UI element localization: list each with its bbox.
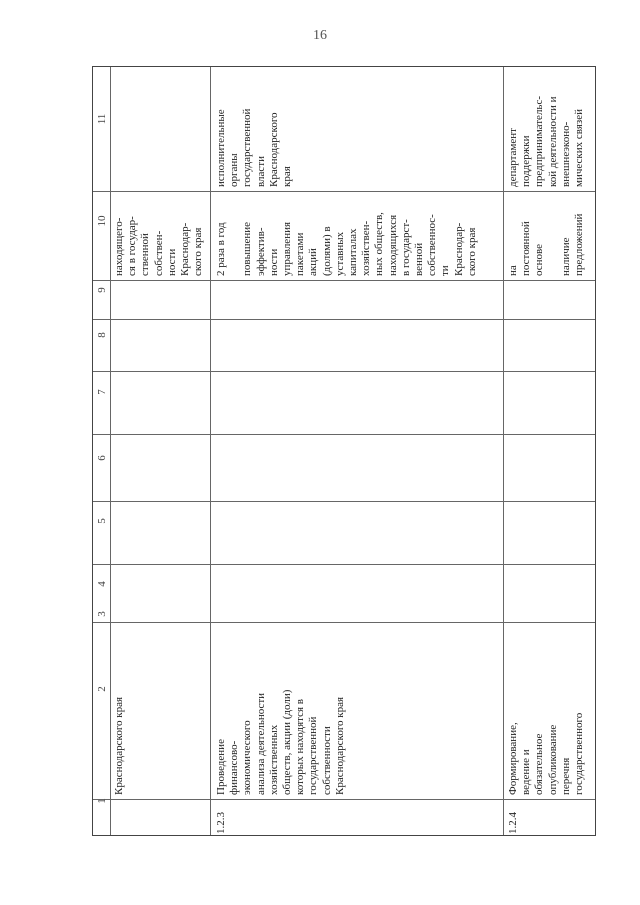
column-header: 3 (96, 611, 108, 617)
column-header: 11 (96, 113, 108, 125)
column-header: 6 (96, 455, 108, 461)
grid-line (93, 434, 595, 435)
row-col10: 2 раза в год повышение эффектив- ности управления пакетами акций (долями) в уставных капиталах хозяйствен- ных обществ, находящихся в государст- венной собственнос- ти Краснодар- ского края (215, 212, 478, 276)
row-col2: Формирование, ведение и обязательное опубликование перечня государственного (507, 712, 586, 795)
column-header: 10 (96, 215, 108, 227)
column-header: 1 (96, 798, 108, 804)
grid-line (93, 501, 595, 502)
column-header: 2 (96, 686, 108, 692)
grid-line (93, 564, 595, 565)
column-header: 4 (96, 581, 108, 587)
grid-line (93, 319, 595, 320)
row-col10: на постоянной основе наличие предложений (507, 213, 586, 276)
row-col11: исполнительные органы государственной власти Краснодарского края (215, 108, 294, 187)
row-number: 1.2.3 (215, 812, 227, 834)
row-number: 1.2.4 (507, 812, 519, 834)
row-col2: Краснодарского края (113, 696, 125, 795)
grid-line (503, 67, 504, 835)
column-header: 5 (96, 518, 108, 524)
column-header: 8 (96, 332, 108, 338)
column-header: 7 (96, 389, 108, 395)
grid-line (210, 67, 211, 835)
row-col2: Проведение финансово- экономического анализа деятельности хозяйственных обществ, акции (доли) которых находятся в государственной собственности Краснодарского края (215, 689, 346, 795)
grid-line (110, 67, 111, 835)
grid-line (93, 280, 595, 281)
row-col10: находящего- ся в государ- ственной собствен- ности Краснодар- ского края (113, 216, 205, 276)
row-col11: департамент поддержки предпринимательс- кой деятельности и внешнеэконо- мических связей (507, 96, 586, 187)
page-number: 16 (313, 28, 327, 43)
document-table (92, 66, 596, 836)
grid-line (93, 371, 595, 372)
column-header: 9 (96, 287, 108, 293)
